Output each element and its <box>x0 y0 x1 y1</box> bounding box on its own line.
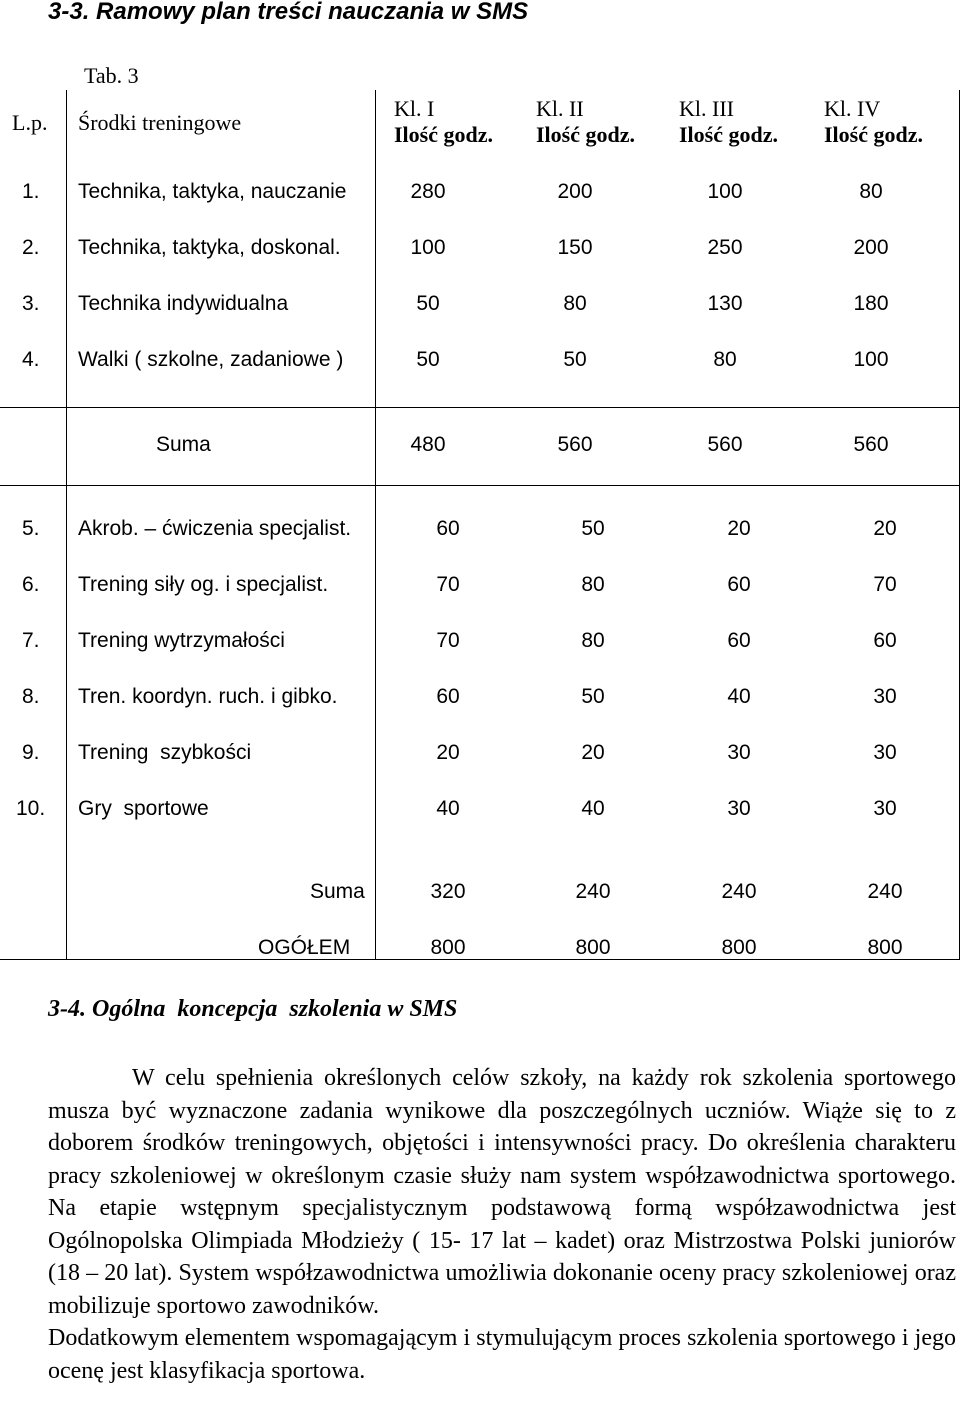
total-value-k3: 800 <box>721 936 757 959</box>
row-value-k3: 20 <box>727 517 751 540</box>
header-class-4-line2: Ilość godz. <box>824 122 923 147</box>
total-value-k4: 800 <box>867 936 903 959</box>
row-lp: 2. <box>22 236 40 259</box>
row-name: Tren. koordyn. ruch. i gibko. <box>78 685 338 708</box>
row-value-k3: 130 <box>707 292 743 315</box>
row-value-k4: 30 <box>873 685 897 708</box>
row-value-k3: 30 <box>727 741 751 764</box>
sum-value-k2: 560 <box>557 433 593 456</box>
sum-value-k1: 480 <box>410 433 446 456</box>
row-name: Trening siły og. i specjalist. <box>78 573 329 596</box>
header-means: Środki treningowe <box>78 110 242 135</box>
table-hline-1 <box>0 407 960 408</box>
sum-label: Suma <box>156 433 211 456</box>
section-heading-3-4: 3-4. Ogólna koncepcja szkolenia w SMS <box>48 996 458 1022</box>
row-name: Gry sportowe <box>78 797 209 820</box>
header-class-4-line1: Kl. IV <box>824 96 881 121</box>
row-value-k1: 50 <box>416 292 440 315</box>
row-name: Technika, taktyka, doskonal. <box>78 236 341 259</box>
row-value-k3: 80 <box>713 348 737 371</box>
sum-value-k2: 240 <box>575 880 611 903</box>
row-value-k1: 40 <box>436 797 460 820</box>
sum-value-k4: 560 <box>853 433 889 456</box>
total-label: OGÓŁEM <box>258 936 351 959</box>
sum-value-k1: 320 <box>430 880 466 903</box>
row-value-k2: 40 <box>581 797 605 820</box>
header-class-3-line1: Kl. III <box>679 96 734 121</box>
header-class-2-line2: Ilość godz. <box>536 122 635 147</box>
row-value-k1: 50 <box>416 348 440 371</box>
row-value-k4: 20 <box>873 517 897 540</box>
row-name: Technika indywidualna <box>78 292 289 315</box>
row-value-k1: 60 <box>436 517 460 540</box>
section-heading-3-3: 3-3. Ramowy plan treści nauczania w SMS <box>48 0 529 25</box>
row-value-k3: 60 <box>727 629 751 652</box>
row-value-k2: 80 <box>581 629 605 652</box>
row-value-k2: 200 <box>557 180 593 203</box>
row-value-k4: 30 <box>873 741 897 764</box>
row-value-k1: 100 <box>410 236 446 259</box>
row-lp: 4. <box>22 348 40 371</box>
total-value-k1: 800 <box>430 936 466 959</box>
row-name: Akrob. – ćwiczenia specjalist. <box>78 517 352 540</box>
row-name: Trening szybkości <box>78 741 252 764</box>
header-class-1-line2: Ilość godz. <box>394 122 493 147</box>
row-value-k1: 20 <box>436 741 460 764</box>
row-value-k1: 60 <box>436 685 460 708</box>
body-text <box>48 1062 956 1387</box>
row-name: Trening wytrzymałości <box>78 629 285 652</box>
row-value-k2: 80 <box>581 573 605 596</box>
row-lp: 6. <box>22 573 40 596</box>
row-value-k2: 150 <box>557 236 593 259</box>
row-value-k1: 70 <box>436 629 460 652</box>
row-value-k3: 30 <box>727 797 751 820</box>
row-value-k3: 40 <box>727 685 751 708</box>
row-value-k4: 100 <box>853 348 889 371</box>
header-class-1-line1: Kl. I <box>394 96 435 121</box>
paragraph: Dodatkowym elementem wspomagającym i stymulującym proces szkolenia sportowego i jego ocenę jest klasyfikacja sportowa. <box>48 1325 956 1384</box>
row-value-k2: 80 <box>563 292 587 315</box>
row-value-k4: 200 <box>853 236 889 259</box>
row-lp: 3. <box>22 292 40 315</box>
row-value-k2: 20 <box>581 741 605 764</box>
row-name: Walki ( szkolne, zadaniowe ) <box>78 348 344 371</box>
row-value-k4: 30 <box>873 797 897 820</box>
row-value-k3: 60 <box>727 573 751 596</box>
table-caption: Tab. 3 <box>84 63 139 88</box>
total-value-k2: 800 <box>575 936 611 959</box>
row-value-k3: 100 <box>707 180 743 203</box>
row-value-k2: 50 <box>581 685 605 708</box>
sum-value-k3: 560 <box>707 433 743 456</box>
row-value-k2: 50 <box>581 517 605 540</box>
row-value-k4: 60 <box>873 629 897 652</box>
table-hline-2 <box>0 485 960 486</box>
row-lp: 10. <box>16 797 46 820</box>
sum-value-k4: 240 <box>867 880 903 903</box>
sum-label: Suma <box>310 880 365 903</box>
row-lp: 7. <box>22 629 40 652</box>
row-value-k4: 70 <box>873 573 897 596</box>
row-lp: 9. <box>22 741 40 764</box>
header-class-2-line1: Kl. II <box>536 96 584 121</box>
row-value-k4: 80 <box>859 180 883 203</box>
row-lp: 5. <box>22 517 40 540</box>
row-value-k3: 250 <box>707 236 743 259</box>
row-value-k4: 180 <box>853 292 889 315</box>
paragraph: W celu spełnienia określonych celów szkoły, na każdy rok szkolenia sportowego musza być wyznaczone zadania wynikowe dla poszczególnych uczniów. Wiąże się to z doborem środków treningowych, objętości i intensywności pracy. Do określenia charakteru pracy szkoleniowej w określonym czasie służy nam system współzawodnictwa sportowego. Na etapie wstępnym specjalistycznym podstawową formą współzawodnictwa jest Ogólnopolska Olimpiada Młodzieży ( 15- 17 lat – kadet) oraz Mistrzostwa Polski juniorów (18 – 20 lat). System współzawodnictwa umożliwia dokonanie oceny pracy szkoleniowej oraz mobilizuje sportowo zawodników. <box>48 1065 956 1319</box>
header-lp: L.p. <box>12 110 48 135</box>
row-value-k1: 280 <box>410 180 446 203</box>
table-vline-1 <box>66 90 67 960</box>
sum-value-k3: 240 <box>721 880 757 903</box>
header-class-3-line2: Ilość godz. <box>679 122 778 147</box>
row-lp: 8. <box>22 685 40 708</box>
row-value-k2: 50 <box>563 348 587 371</box>
table-vline-2 <box>375 90 376 960</box>
row-name: Technika, taktyka, nauczanie <box>78 180 347 203</box>
row-value-k1: 70 <box>436 573 460 596</box>
row-lp: 1. <box>22 180 40 203</box>
